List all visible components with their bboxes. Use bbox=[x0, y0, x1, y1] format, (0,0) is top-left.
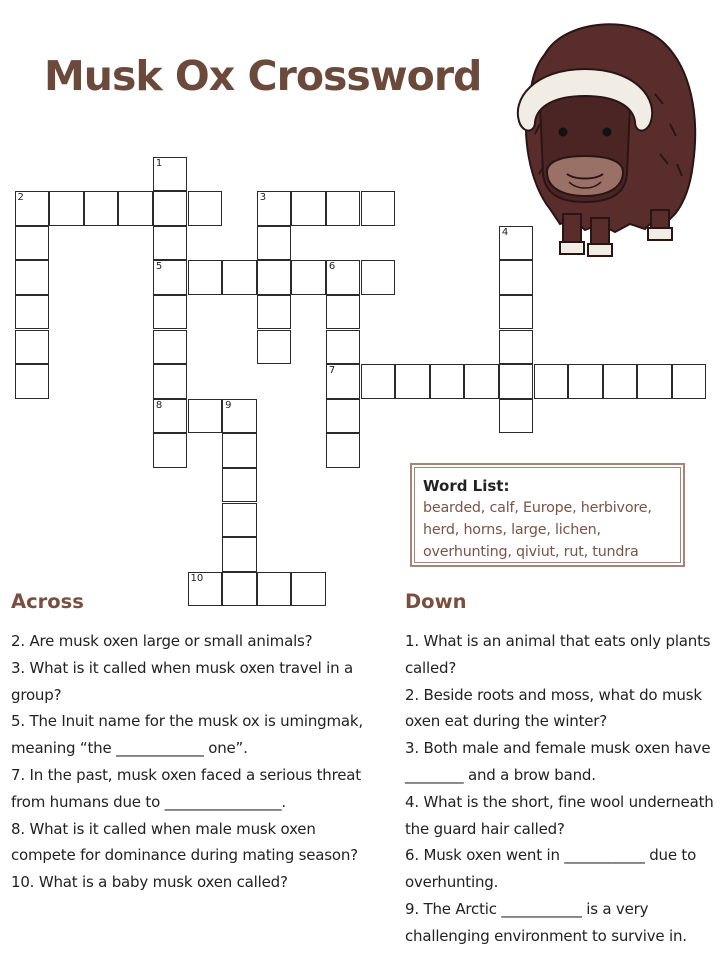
word-list-title: Word List: bbox=[423, 477, 510, 495]
crossword-cell[interactable] bbox=[326, 364, 361, 399]
crossword-cell[interactable] bbox=[222, 537, 257, 572]
down-clue: 9. The Arctic ___________ is a very challenging environment to survive in. bbox=[405, 899, 687, 945]
crossword-cell[interactable] bbox=[153, 191, 188, 226]
clue-number: 6 bbox=[328, 261, 336, 273]
crossword-cell[interactable] bbox=[672, 364, 707, 399]
crossword-cell[interactable] bbox=[257, 572, 292, 607]
crossword-cell[interactable] bbox=[153, 260, 188, 295]
down-clue: 1. What is an animal that eats only plants called? bbox=[405, 632, 711, 677]
crossword-cell[interactable] bbox=[361, 191, 396, 226]
crossword-cell[interactable] bbox=[257, 330, 292, 365]
crossword-cell[interactable] bbox=[326, 399, 361, 434]
across-clue: 2. Are musk oxen large or small animals? bbox=[11, 632, 313, 650]
crossword-cell[interactable] bbox=[499, 399, 534, 434]
across-clue: 7. In the past, musk oxen faced a serious threat from humans due to ________________. bbox=[11, 765, 361, 811]
crossword-cell[interactable] bbox=[15, 295, 50, 330]
crossword-cell[interactable] bbox=[257, 260, 292, 295]
down-clue-list bbox=[405, 628, 715, 950]
crossword-cell[interactable] bbox=[188, 260, 223, 295]
crossword-cell[interactable] bbox=[153, 364, 188, 399]
across-clue: 5. The Inuit name for the musk ox is umingmak, meaning “the ____________ one”. bbox=[11, 712, 363, 758]
crossword-cell[interactable] bbox=[15, 364, 50, 399]
crossword-cell[interactable] bbox=[84, 191, 119, 226]
clue-number: 3 bbox=[259, 192, 267, 204]
crossword-cell[interactable] bbox=[361, 260, 396, 295]
crossword-cell[interactable] bbox=[153, 226, 188, 261]
crossword-cell[interactable] bbox=[222, 433, 257, 468]
clue-number: 1 bbox=[155, 157, 163, 169]
down-clue: 4. What is the short, fine wool underneath the guard hair called? bbox=[405, 792, 714, 838]
crossword-cell[interactable] bbox=[499, 226, 534, 261]
clue-number: 8 bbox=[155, 399, 163, 411]
crossword-cell[interactable] bbox=[499, 330, 534, 365]
crossword-cell[interactable] bbox=[291, 260, 326, 295]
crossword-cell[interactable] bbox=[222, 468, 257, 503]
down-clue: 6. Musk oxen went in ___________ due to overhunting. bbox=[405, 846, 697, 892]
word-list-words: bearded, calf, Europe, herbivore, herd, horns, large, lichen, overhunting, qiviut, rut, tundra bbox=[423, 500, 652, 560]
crossword-cell[interactable] bbox=[326, 433, 361, 468]
across-clue: 10. What is a baby musk oxen called? bbox=[11, 873, 288, 892]
crossword-cell[interactable] bbox=[153, 433, 188, 468]
crossword-cell[interactable] bbox=[326, 260, 361, 295]
crossword-cell[interactable] bbox=[326, 295, 361, 330]
crossword-cell[interactable] bbox=[15, 226, 50, 261]
crossword-cell[interactable] bbox=[499, 260, 534, 295]
clue-number: 5 bbox=[155, 261, 163, 273]
crossword-cell[interactable] bbox=[153, 330, 188, 365]
crossword-cell[interactable] bbox=[257, 226, 292, 261]
word-list-box bbox=[410, 463, 685, 567]
crossword-cell[interactable] bbox=[257, 295, 292, 330]
crossword-cell[interactable] bbox=[188, 572, 223, 607]
crossword-cell[interactable] bbox=[15, 330, 50, 365]
page-title: Musk Ox Crossword bbox=[44, 52, 482, 100]
crossword-cell[interactable] bbox=[153, 399, 188, 434]
crossword-cell[interactable] bbox=[603, 364, 638, 399]
crossword-cell[interactable] bbox=[49, 191, 84, 226]
crossword-cell[interactable] bbox=[15, 191, 50, 226]
crossword-cell[interactable] bbox=[118, 191, 153, 226]
crossword-cell[interactable] bbox=[153, 157, 188, 192]
down-clue: 2. Beside roots and moss, what do musk oxen eat during the winter? bbox=[405, 685, 702, 731]
clue-number: 4 bbox=[501, 226, 509, 238]
crossword-cell[interactable] bbox=[361, 364, 396, 399]
clue-number: 7 bbox=[328, 365, 336, 377]
across-clue: 3. What is it called when musk oxen travel in a group? bbox=[11, 658, 353, 704]
crossword-cell[interactable] bbox=[222, 260, 257, 295]
crossword-cell[interactable] bbox=[291, 191, 326, 226]
across-clue: 8. What is it called when male musk oxen compete for dominance during mating season? bbox=[11, 819, 358, 865]
across-clue-list bbox=[11, 628, 383, 896]
crossword-cell[interactable] bbox=[188, 399, 223, 434]
crossword-cell[interactable] bbox=[15, 260, 50, 295]
crossword-cell[interactable] bbox=[499, 295, 534, 330]
clue-number: 10 bbox=[190, 572, 204, 584]
down-heading: Down bbox=[405, 590, 467, 613]
crossword-cell[interactable] bbox=[534, 364, 569, 399]
crossword-cell[interactable] bbox=[326, 191, 361, 226]
clue-number: 9 bbox=[225, 399, 232, 411]
crossword-cell[interactable] bbox=[395, 364, 430, 399]
crossword-cell[interactable] bbox=[153, 295, 188, 330]
across-heading: Across bbox=[11, 590, 84, 613]
crossword-cell[interactable] bbox=[188, 191, 223, 226]
crossword-cell[interactable] bbox=[222, 399, 257, 434]
clue-number: 2 bbox=[17, 192, 24, 204]
crossword-cell[interactable] bbox=[568, 364, 603, 399]
crossword-cell[interactable] bbox=[637, 364, 672, 399]
crossword-cell[interactable] bbox=[499, 364, 534, 399]
crossword-cell[interactable] bbox=[257, 191, 292, 226]
crossword-cell[interactable] bbox=[222, 572, 257, 607]
down-clue: 3. Both male and female musk oxen have ________ and a brow band. bbox=[405, 739, 711, 784]
crossword-cell[interactable] bbox=[291, 572, 326, 607]
crossword-cell[interactable] bbox=[464, 364, 499, 399]
crossword-cell[interactable] bbox=[430, 364, 465, 399]
crossword-cell[interactable] bbox=[222, 503, 257, 538]
crossword-cell[interactable] bbox=[326, 330, 361, 365]
